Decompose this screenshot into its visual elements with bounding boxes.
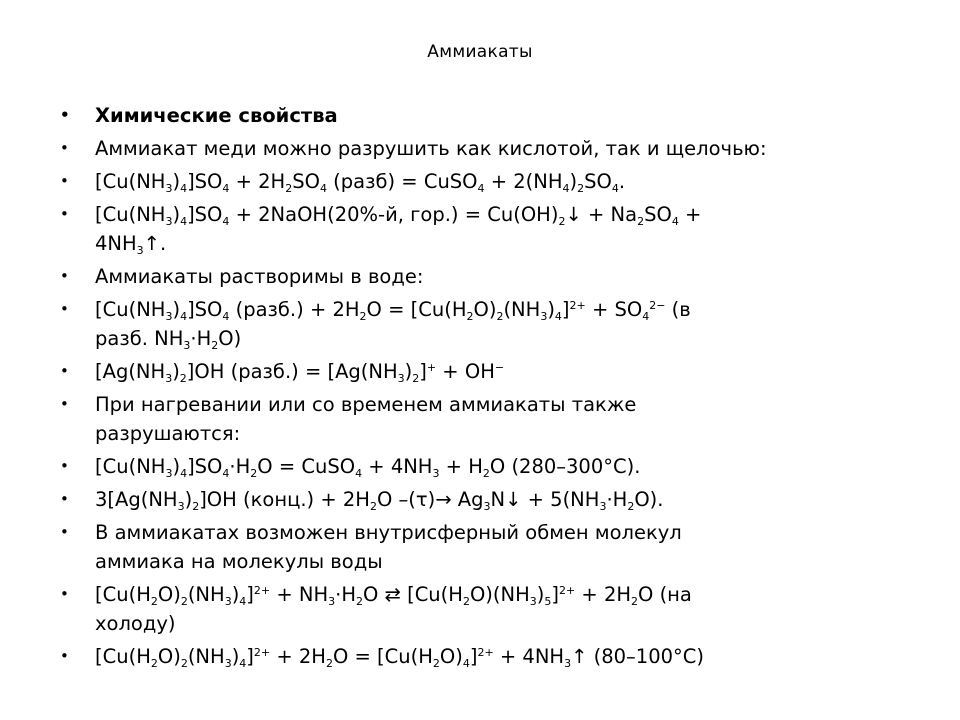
text-run: + 2H [229,170,286,193]
superscript: 2− [649,299,666,312]
bullet-marker: • [60,267,69,285]
subscript: 4 [180,182,188,195]
subscript: 2 [432,657,440,670]
bullet-list [60,101,920,671]
subscript: 4 [355,467,363,480]
subscript: 4 [554,310,562,323]
text-run: O) [473,298,497,321]
superscript: 2+ [253,584,271,597]
text-run: O = [Cu(H [332,645,433,668]
subscript: 2 [577,182,585,195]
subscript: 3 [165,215,173,228]
item-text [95,360,504,383]
text-item [60,134,920,163]
item-text [95,298,691,350]
equation-item [60,200,920,258]
text-run: (разб.) + 2H [229,298,360,321]
bullet-marker: • [60,457,69,475]
subscript: 3 [165,467,173,480]
text-run: разрушаются: [95,422,241,445]
subscript: 3 [165,372,173,385]
text-run: (NH [503,298,541,321]
subscript: 2 [356,595,363,608]
subscript: 2 [462,595,470,608]
item-text [95,393,636,445]
text-run: + 2H [270,645,326,668]
subscript: 2 [496,310,504,323]
text-run: . [618,170,626,193]
text-run: Аммиакат меди можно разрушить как кислотой, так и щелочью: [95,137,767,160]
text-run: ) [172,298,181,321]
subscript: 4 [642,310,650,323]
subscript: 2 [150,657,158,670]
text-run: O). [634,488,664,511]
text-run: В аммиакатах возможен внутрисферный обмен молекул [95,521,682,544]
text-run: ) [547,298,555,321]
subscript: 2 [466,310,474,323]
text-run: ) [184,488,193,511]
subscript: 3 [540,310,548,323]
text-run: ) [404,360,413,383]
text-run: ] [246,645,254,668]
item-text [95,488,663,511]
superscript: + [426,361,437,374]
text-run: + 2(NH [484,170,563,193]
subscript: 4 [222,310,230,323]
text-run: ↑. [143,232,167,255]
subscript: 2 [637,215,645,228]
text-run: ) [172,203,181,226]
text-run: O) [218,327,242,350]
subscript: 4 [180,310,188,323]
text-run: + 4NH [362,455,433,478]
slide-content [60,101,920,675]
text-run: ↑ (80–100°C) [571,645,704,668]
item-text [95,583,692,635]
text-run: 4NH [95,232,137,255]
subscript: 3 [136,244,144,257]
slide-title: Аммиакаты [427,42,533,62]
text-run: разб. NH [95,327,184,350]
subscript: 2 [482,467,490,480]
text-run: O) [157,645,181,668]
bullet-marker: • [60,647,69,665]
subscript: 2 [285,182,293,195]
text-run: SO [292,170,320,193]
text-run: (в [665,298,691,321]
text-item [60,518,920,576]
text-run: + NH [270,583,329,606]
text-run: O (на [638,583,692,606]
superscript: 2+ [558,584,576,597]
text-run: + 2NaOH(20%-й, гор.) = Cu(OH) [229,203,559,226]
text-run: ]SO [187,203,223,226]
text-run: ) [172,360,180,383]
bullet-marker: • [60,395,69,413]
item-text [95,455,640,478]
equation-item [60,580,920,638]
section-heading [60,101,920,130]
text-run: 3[Ag(NH [95,488,178,511]
text-run: SO [644,203,672,226]
equation-item [60,452,920,481]
subscript: 4 [611,182,619,195]
equation-item [60,642,920,671]
subscript: 3 [165,310,173,323]
equation-item [60,485,920,514]
text-run: ·H [229,455,251,478]
equation-item [60,357,920,386]
subscript: 3 [483,500,491,513]
subscript: 4 [180,215,188,228]
bullet-marker: • [60,106,70,124]
text-run: ]SO [187,298,223,321]
text-run: (NH [187,645,225,668]
subscript: 2 [558,215,566,228]
text-run: + SO [585,298,643,321]
subscript: 4 [319,182,327,195]
text-run: ) [231,645,240,668]
text-run: + [678,203,702,226]
equation-item [60,295,920,353]
bullet-marker: • [60,362,69,380]
subscript: 3 [599,500,607,513]
text-run: Аммиакаты растворимы в воде: [95,265,424,288]
text-run: холоду) [95,612,176,635]
subscript: 4 [180,467,188,480]
text-run: O = [Cu(H [366,298,467,321]
text-run: N↓ + 5(NH [490,488,600,511]
text-run: + OH [436,360,495,383]
bullet-marker: • [60,205,69,223]
subscript: 3 [224,595,232,608]
subscript: 4 [239,657,247,670]
text-run: ]OH (разб.) = [Ag(NH [186,360,398,383]
subscript: 4 [222,182,230,195]
text-run: + H [439,455,483,478]
text-run: + 2H [575,583,632,606]
text-run: [Ag(NH [95,360,166,383]
text-item [60,262,920,291]
subscript: 4 [562,182,570,195]
text-run: ] [419,360,427,383]
text-run: ↓ + Na [565,203,638,226]
item-text [95,170,625,193]
subscript: 5 [544,595,552,608]
text-run: ] [469,645,478,668]
text-run: ] [551,583,559,606]
subscript: 3 [397,372,405,385]
text-run: ]SO [187,455,223,478]
item-text [95,521,682,573]
item-text [95,645,704,668]
subscript: 2 [359,310,367,323]
item-text [95,104,338,127]
text-run: ]OH (конц.) + 2H [199,488,370,511]
text-run: [Cu(NH [95,298,166,321]
text-run: ·H [190,327,212,350]
subscript: 2 [631,595,639,608]
subscript: 3 [432,467,440,480]
text-run: При нагревании или со временем аммиакаты также [95,393,637,416]
text-run: O) [439,645,463,668]
subscript: 3 [165,182,173,195]
subscript: 2 [180,657,188,670]
text-run: ) [172,455,181,478]
subscript: 2 [412,372,420,385]
subscript: 2 [150,595,158,608]
text-run: ]SO [187,170,223,193]
text-run: Химические свойства [95,104,338,127]
subscript: 4 [222,215,230,228]
item-text [95,137,767,160]
bullet-marker: • [60,172,69,190]
text-run: ) [231,583,240,606]
subscript: 3 [224,657,232,670]
text-run: O) [157,583,181,606]
text-run: (разб) = CuSO [326,170,478,193]
subscript: 2 [179,372,187,385]
superscript: 2+ [569,299,586,312]
text-run: ·H [335,583,356,606]
subscript: 3 [564,657,572,670]
text-run: [Cu(H [95,583,151,606]
superscript: − [494,361,505,374]
bullet-marker: • [60,139,69,157]
text-run: ) [569,170,578,193]
text-run: ) [536,583,545,606]
text-run: SO [584,170,612,193]
text-run: O –(τ)→ Ag [376,488,484,511]
text-run: ] [246,583,254,606]
bullet-marker: • [60,300,69,318]
superscript: 2+ [477,646,494,659]
subscript: 3 [183,339,191,352]
subscript: 2 [211,339,219,352]
text-run: ] [561,298,570,321]
text-run: O (280–300°C). [489,455,641,478]
text-run: ·H [606,488,628,511]
text-run: [Cu(NH [95,455,166,478]
text-run: [Cu(NH [95,170,166,193]
subscript: 4 [222,467,230,480]
subscript: 2 [192,500,200,513]
subscript: 4 [462,657,470,670]
subscript: 3 [177,500,185,513]
bullet-marker: • [60,585,69,603]
text-run: O = CuSO [257,455,356,478]
subscript: 3 [529,595,537,608]
equation-item [60,167,920,196]
text-run: (NH [187,583,225,606]
subscript: 2 [250,467,258,480]
item-text [95,265,423,288]
subscript: 4 [477,182,485,195]
text-item [60,390,920,448]
subscript: 2 [325,657,333,670]
subscript: 3 [328,595,336,608]
bullet-marker: • [60,490,69,508]
bullet-marker: • [60,523,69,541]
subscript: 2 [627,500,635,513]
text-run: + 4NH [493,645,565,668]
text-run: [Cu(H [95,645,151,668]
text-run: [Cu(NH [95,203,166,226]
superscript: 2+ [253,646,271,659]
text-run: O)(NH [469,583,530,606]
subscript: 4 [239,595,247,608]
subscript: 2 [369,500,377,513]
text-run: O ⇄ [Cu(H [363,583,463,606]
subscript: 4 [671,215,679,228]
text-run: ) [172,170,181,193]
item-text [95,203,701,255]
subscript: 2 [180,595,188,608]
text-run: аммиака на молекулы воды [95,550,383,573]
